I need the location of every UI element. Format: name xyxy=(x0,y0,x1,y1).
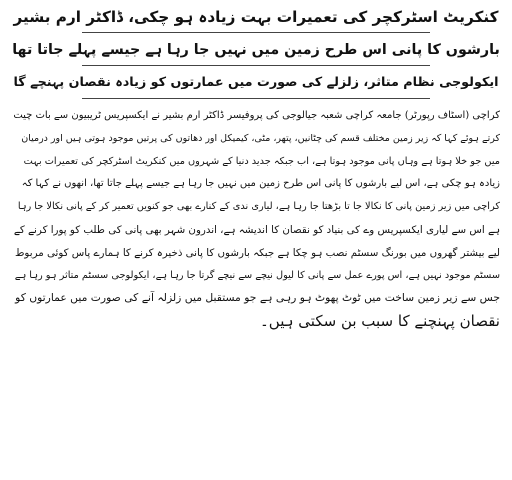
article-line: ہے اس سے لیاری ایکسپریس وے کی بنیاد کو نقصان کا اندیشہ ہے، اندرون شہر بھی پانی کی طلب کو پورا کرنے کے xyxy=(13,223,500,236)
article-line: میں جو خلا ہوتا ہے وہاں پانی موجود ہوتا ہے، اب جبکہ جدید دنیا کے شہروں میں کنکریٹ اسٹرکچر کی تعمیرات بہت xyxy=(23,155,500,167)
article-line: جس سے زیر زمین ساخت میں ٹوٹ پھوٹ ہو رہی ہے جو مستقبل میں زلزلہ آنے کی صورت میں عمارتوں کو xyxy=(15,291,500,305)
article-line: کرتے ہوئے کہا کہ زیر زمین مختلف قسم کی چٹانیں، پتھر، مٹی، کیمیکل اور دھاتوں کی پرتیں موجود ہوتی ہیں اور درمیان xyxy=(21,132,500,144)
headline-divider xyxy=(82,32,430,33)
headline-block xyxy=(12,6,500,99)
headline-divider xyxy=(82,65,430,66)
article-line: لیے بیشتر گھروں میں بورنگ سسٹم نصب ہو چکا ہے جبکہ بارشوں کا پانی ذخیرہ کرنے کا ہمارے پاس کوئی مربوط xyxy=(14,246,500,259)
article-line: سسٹم موجود نہیں ہے، اس پورے عمل سے پانی کا لیول نیچے سے نیچے گرتا جا رہا ہے، ایکولوجی سسٹم متاثر ہو رہا ہے xyxy=(14,269,500,281)
article-line: کراچی (اسٹاف رپورٹر) جامعہ کراچی شعبہ جیالوجی کی پروفیسر ڈاکٹر ارم بشیر نے ایکسپریس ٹریبیون سے بات چیت xyxy=(13,110,500,121)
headline-main: کنکریٹ اسٹرکچر کی تعمیرات بہت زیادہ ہو چکی، ڈاکٹر ارم بشیر xyxy=(13,8,499,26)
headline-divider xyxy=(82,98,430,99)
article-line: زیادہ ہو چکی ہے، اس لیے بارشوں کا پانی اس طرح زمین میں نہیں جا رہا ہے جیسے پہلے جاتا تھا، انھوں نے کہا کہ xyxy=(21,178,500,190)
article-line: نقصان پہنچنے کا سبب بن سکتی ہیں۔ xyxy=(260,312,500,331)
article-line: کراچی میں زیر زمین پانی کا نکالا جا تا بڑھتا جا رہا ہے، لیاری ندی کے کنارے بھی جو کنویں تعمیر کر کے پانی نکالا جا رہا xyxy=(17,201,500,213)
headline-sub-2: ایکولوجی نظام متاثر، زلزلے کی صورت میں عمارتوں کو زیادہ نقصان پہنچے گا xyxy=(13,75,499,90)
article-body xyxy=(12,105,500,333)
headline-sub-1: بارشوں کا پانی اس طرح زمین میں نہیں جا رہا ہے جیسے پہلے جاتا تھا xyxy=(12,42,500,58)
